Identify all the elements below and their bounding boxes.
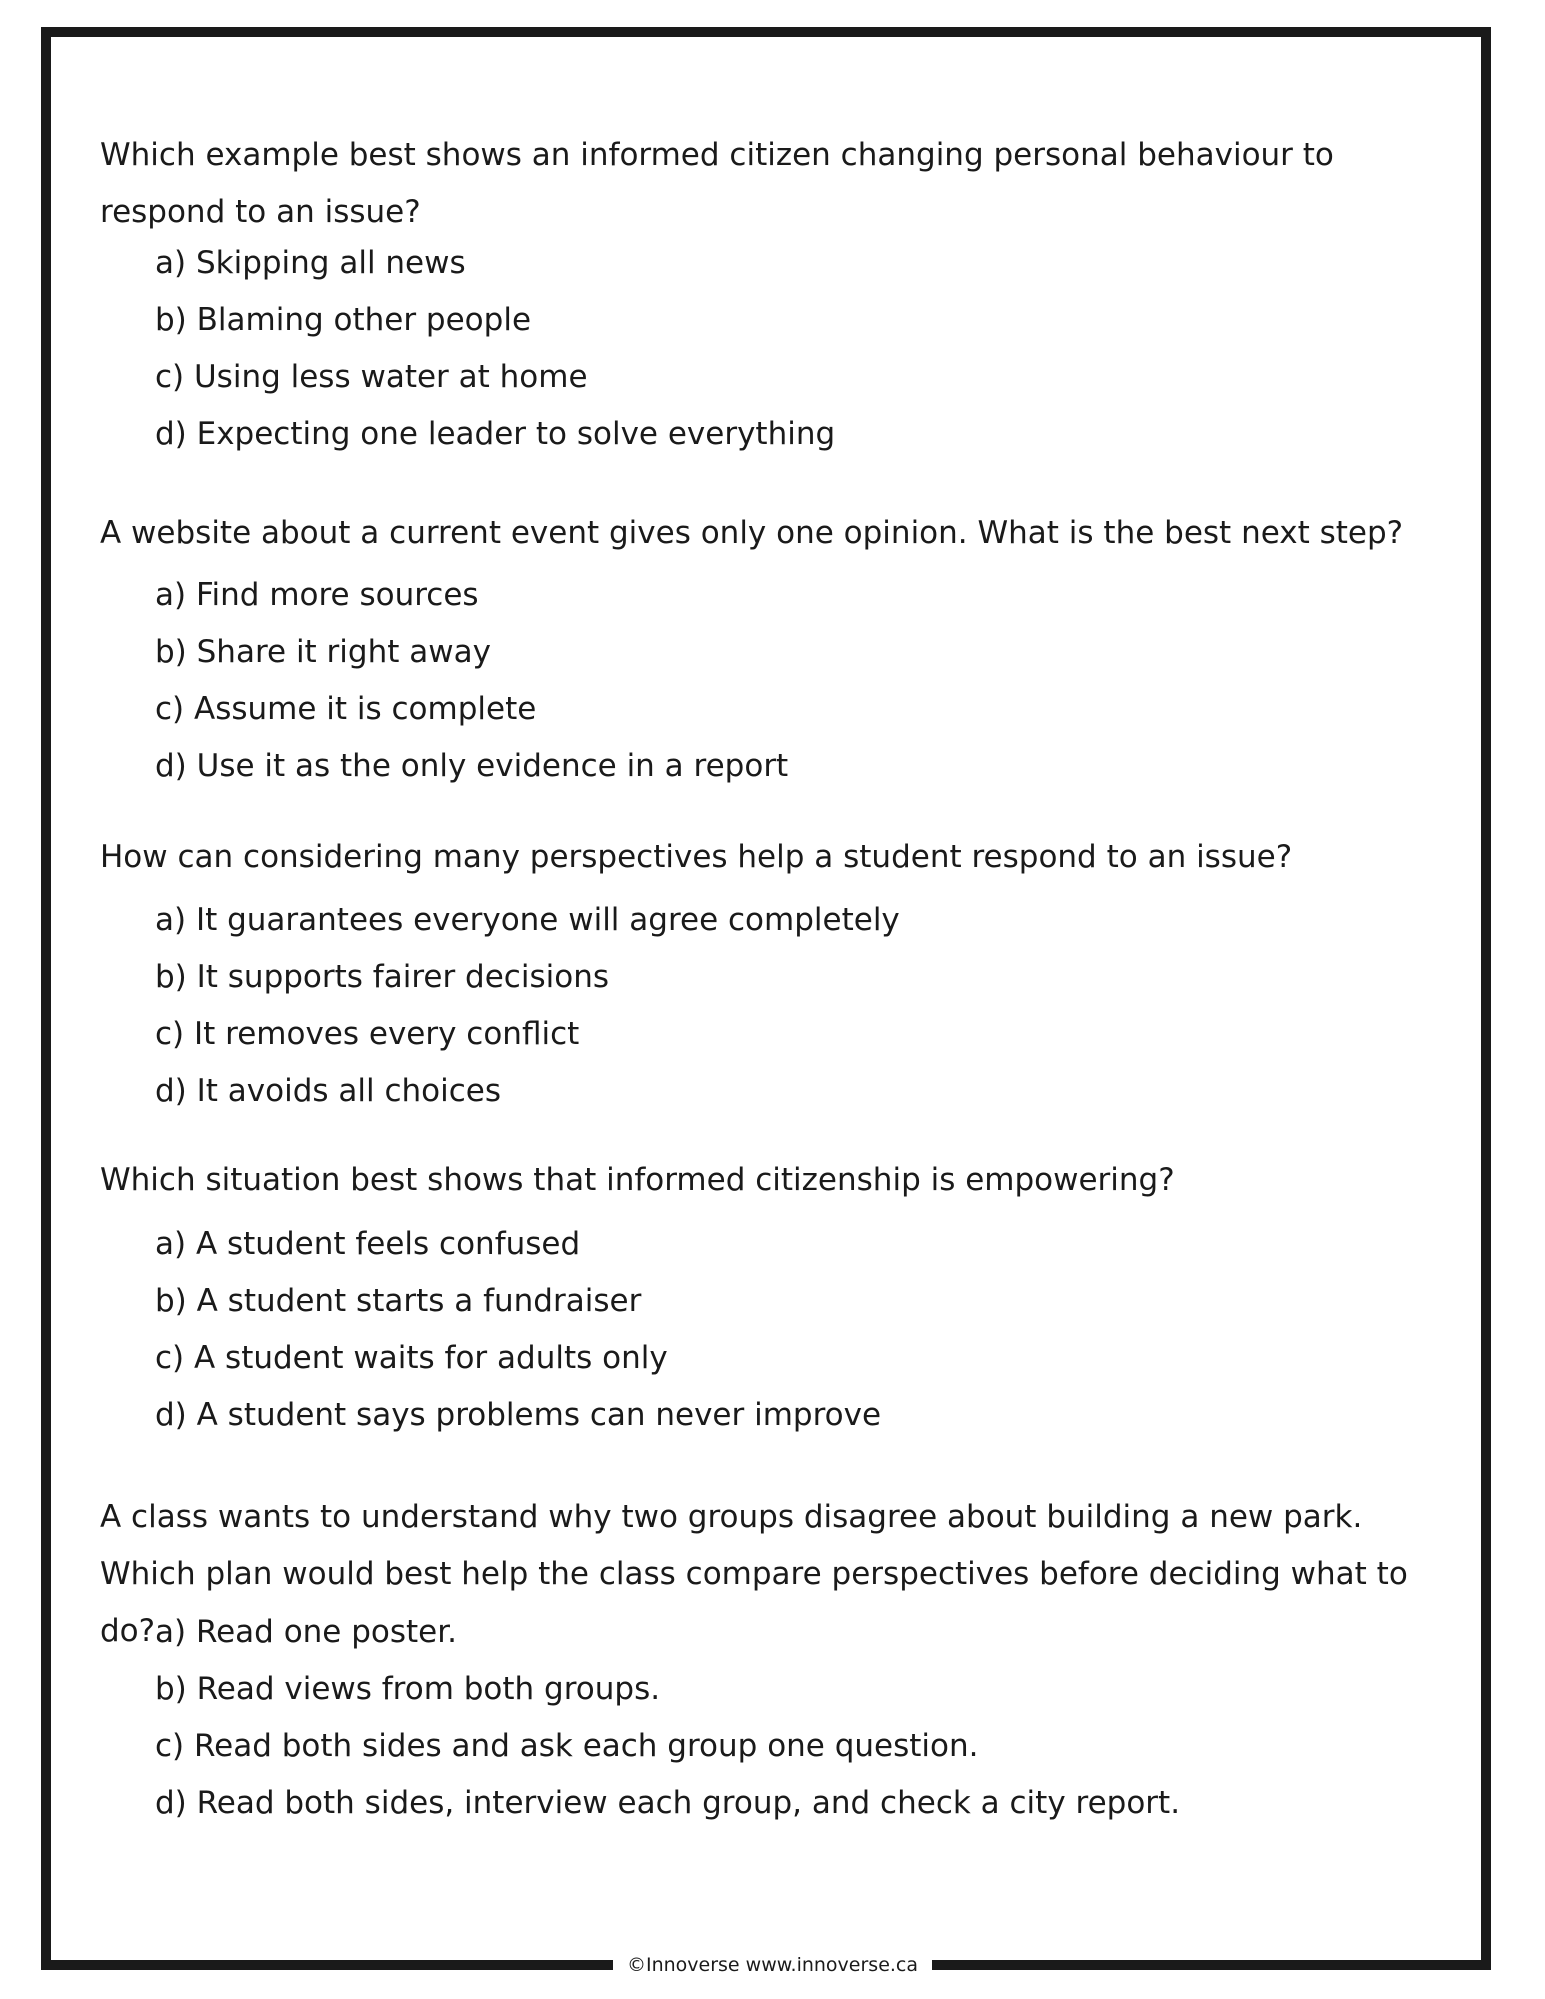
question-5-text: A class wants to understand why two groups disagree about building a new park. Which plan would best help the class compare perspectives before deciding what to do? [100, 1499, 1408, 1649]
footer [0, 1950, 1545, 1980]
question-1-option-b: b) Blaming other people [155, 302, 532, 338]
question-4-option-c: c) A student waits for adults only [155, 1340, 668, 1376]
question-1-option-a: a) Skipping all news [155, 245, 466, 281]
question-4-options [155, 1216, 881, 1444]
question-1-options [155, 235, 835, 463]
question-5-option-d: d) Read both sides, interview each group, and check a city report. [155, 1785, 1181, 1821]
question-3-option-d: d) It avoids all choices [155, 1073, 501, 1109]
question-2-text: A website about a current event gives only one opinion. What is the best next step? [100, 515, 1404, 551]
question-5-option-b: b) Read views from both groups. [155, 1671, 661, 1707]
question-5-option-a: a) Read one poster. [155, 1614, 458, 1650]
question-2-option-a: a) Find more sources [155, 577, 479, 613]
question-3-options [155, 892, 900, 1120]
question-1-text: Which example best shows an informed citizen changing personal behaviour to respond to an issue? [100, 137, 1334, 230]
question-3-text: How can considering many perspectives help a student respond to an issue? [100, 839, 1293, 875]
question-2-options [155, 567, 788, 795]
question-1-option-d: d) Expecting one leader to solve everything [155, 416, 836, 452]
question-5-option-c: c) Read both sides and ask each group one question. [155, 1728, 979, 1764]
question-4-text: Which situation best shows that informed citizenship is empowering? [100, 1162, 1175, 1198]
question-5-options [155, 1604, 1180, 1832]
question-4-option-d: d) A student says problems can never improve [155, 1397, 882, 1433]
question-2-option-c: c) Assume it is complete [155, 691, 537, 727]
question-2-option-b: b) Share it right away [155, 634, 491, 670]
question-1-option-c: c) Using less water at home [155, 359, 588, 395]
question-4-option-b: b) A student starts a fundraiser [155, 1283, 642, 1319]
copyright-text: ©Innoverse www.innoverse.ca [613, 1950, 932, 1980]
question-3-option-b: b) It supports fairer decisions [155, 959, 609, 995]
question-3-option-c: c) It removes every conflict [155, 1016, 580, 1052]
question-2-option-d: d) Use it as the only evidence in a report [155, 748, 789, 784]
question-4-option-a: a) A student feels confused [155, 1226, 581, 1262]
question-3-option-a: a) It guarantees everyone will agree completely [155, 902, 900, 938]
